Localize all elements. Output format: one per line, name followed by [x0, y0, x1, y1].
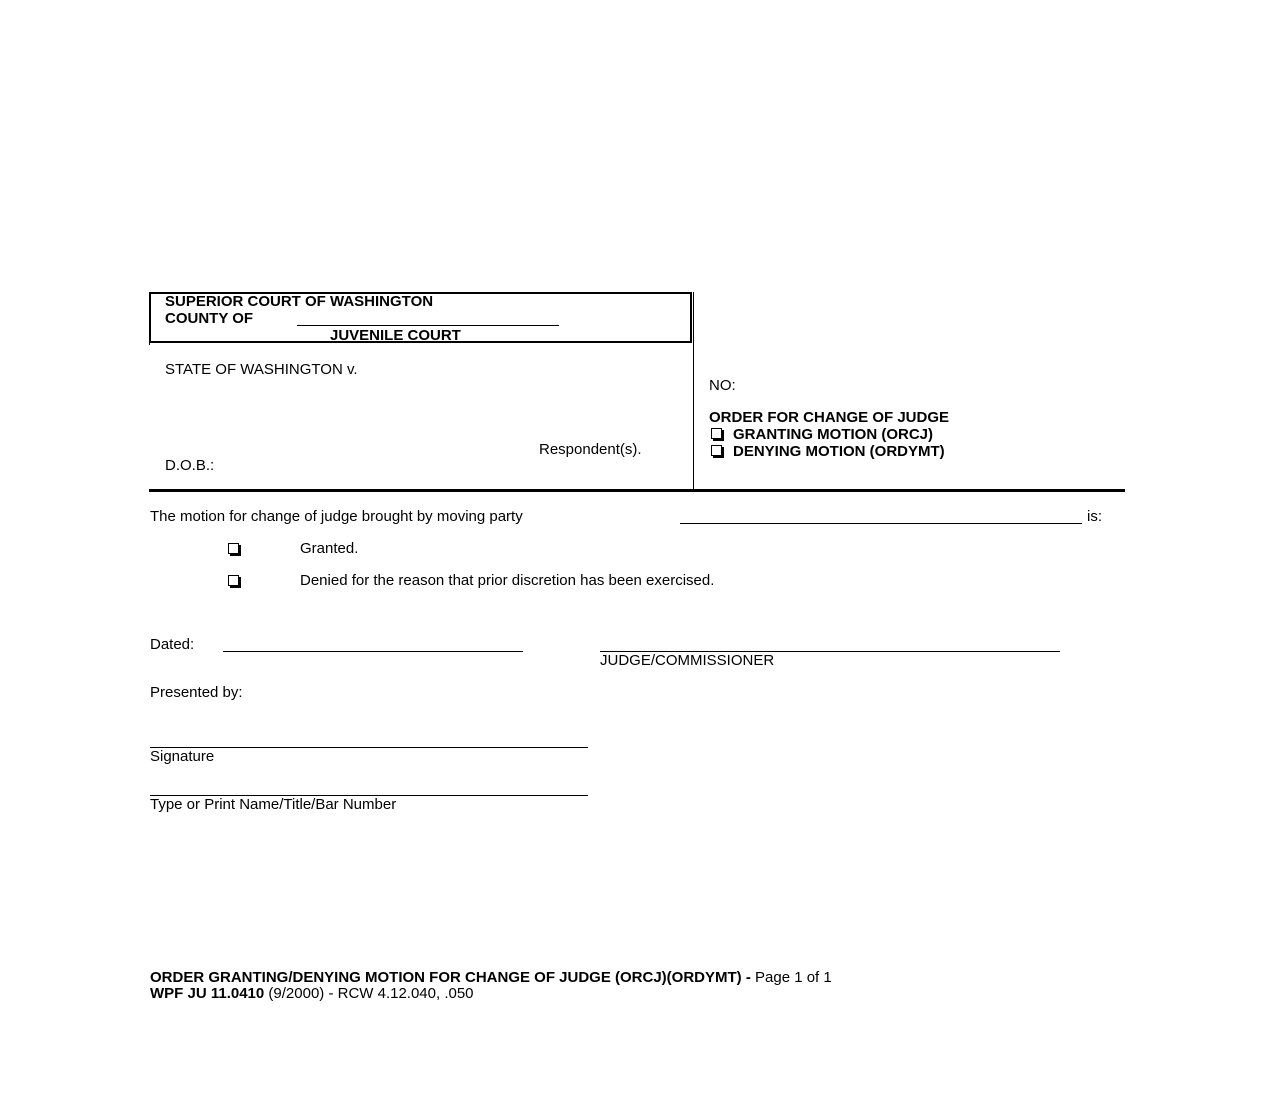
state-party: STATE OF WASHINGTON v.	[165, 361, 358, 378]
respondent-label: Respondent(s).	[539, 441, 642, 458]
division-name: JUVENILE COURT	[330, 327, 461, 344]
footer-form-id: WPF JU 11.0410	[150, 985, 265, 1002]
footer-line-1	[150, 969, 832, 986]
signature-field[interactable]	[150, 747, 588, 748]
footer-form-title: ORDER GRANTING/DENYING MOTION FOR CHANGE OF JUDGE (ORCJ)(ORDYMT) -	[150, 969, 751, 986]
dated-field[interactable]	[223, 651, 523, 652]
judge-label: JUDGE/COMMISSIONER	[600, 652, 775, 669]
court-name: SUPERIOR COURT OF WASHINGTON	[165, 293, 434, 310]
granted-checkbox[interactable]	[228, 543, 239, 554]
footer-page: Page 1 of 1	[755, 969, 832, 986]
granted-label: Granted.	[300, 540, 359, 557]
denied-checkbox[interactable]	[228, 575, 239, 586]
granting-option[interactable]: GRANTING MOTION (ORCJ)	[711, 426, 933, 443]
motion-suffix: is:	[1087, 508, 1102, 525]
section-rule	[149, 489, 1125, 492]
signature-label: Signature	[150, 748, 215, 765]
presented-by-label: Presented by:	[150, 684, 243, 701]
denied-label: Denied for the reason that prior discretion has been exercised.	[300, 572, 715, 589]
moving-party-field[interactable]	[680, 523, 1082, 524]
checkbox-icon[interactable]	[711, 428, 722, 439]
county-field[interactable]	[297, 325, 559, 326]
checkbox-icon[interactable]	[711, 445, 722, 456]
motion-text: The motion for change of judge brought by moving party	[150, 508, 523, 525]
dob-label: D.O.B.:	[165, 457, 215, 474]
print-name-label: Type or Print Name/Title/Bar Number	[150, 796, 397, 813]
order-title: ORDER FOR CHANGE OF JUDGE	[709, 409, 950, 426]
caption-divider	[693, 292, 694, 490]
case-number-label: NO:	[709, 377, 736, 394]
footer-line-2	[150, 985, 474, 1002]
dated-label: Dated:	[150, 636, 195, 653]
denying-option[interactable]: DENYING MOTION (ORDYMT)	[711, 443, 945, 460]
county-label: COUNTY OF	[165, 310, 254, 327]
footer-rev: (9/2000) - RCW 4.12.040, .050	[268, 985, 474, 1002]
